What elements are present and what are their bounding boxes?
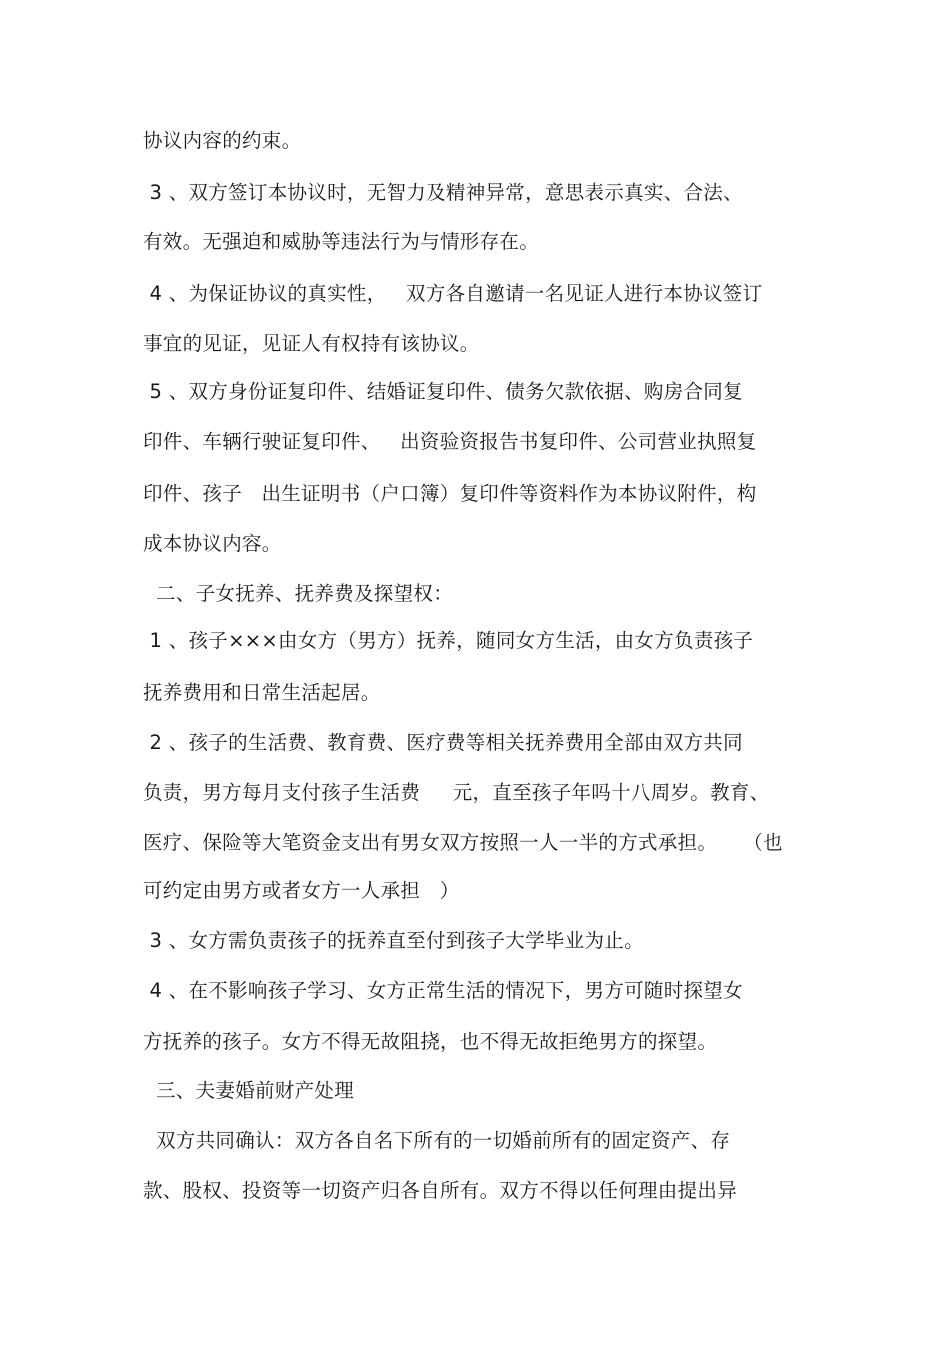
text-line: 3 、双方签订本协议时，无智力及精神异常，意思表示真实、合法、 (143, 181, 743, 204)
section-heading: 三、夫妻婚前财产处理 (143, 1079, 354, 1102)
text-line: 4 、在不影响孩子学习、女方正常生活的情况下，男方可随时探望女 (143, 979, 743, 1002)
text-line: 5 、双方身份证复印件、结婚证复印件、债务欠款依据、购房合同复 (143, 380, 743, 403)
text-line: 有效。无强迫和威胁等违法行为与情形存在。 (143, 230, 540, 253)
text-line: 负责，男方每月支付孩子生活费 元，直至孩子年吗十八周岁。教育、 (143, 781, 770, 804)
section-heading: 二、子女抚养、抚养费及探望权： (143, 582, 453, 605)
text-line: 可约定由男方或者女方一人承担 ） (143, 879, 460, 902)
text-line: 方抚养的孩子。女方不得无故阻挠，也不得无故拒绝男方的探望。 (143, 1030, 718, 1053)
text-line: 2 、孩子的生活费、教育费、医疗费等相关抚养费用全部由双方共同 (143, 731, 743, 754)
text-line: 款、股权、投资等一切资产归各自所有。双方不得以任何理由提出异 (143, 1179, 738, 1202)
text-line: 1 、孩子×××由女方（男方）抚养，随同女方生活，由女方负责孩子 (143, 629, 754, 652)
text-line: 双方共同确认：双方各自名下所有的一切婚前所有的固定资产、存 (143, 1129, 731, 1152)
text-line: 3 、女方需负责孩子的抚养直至付到孩子大学毕业为止。 (143, 929, 644, 952)
text-line: 印件、车辆行驶证复印件、 出资验资报告书复印件、公司营业执照复 (143, 430, 757, 453)
text-line: 事宜的见证，见证人有权持有该协议。 (143, 332, 480, 355)
text-line: 协议内容的约束。 (143, 129, 302, 152)
text-line: 医疗、保险等大笔资金支出有男女双方按照一人一半的方式承担。 （也 (143, 831, 783, 854)
text-line: 4 、为保证协议的真实性， 双方各自邀请一名见证人进行本协议签订 (143, 282, 763, 305)
text-line: 印件、孩子 出生证明书（户口簿）复印件等资料作为本协议附件，构 (143, 482, 757, 505)
text-line: 成本协议内容。 (143, 532, 282, 555)
text-line: 抚养费用和日常生活起居。 (143, 681, 381, 704)
